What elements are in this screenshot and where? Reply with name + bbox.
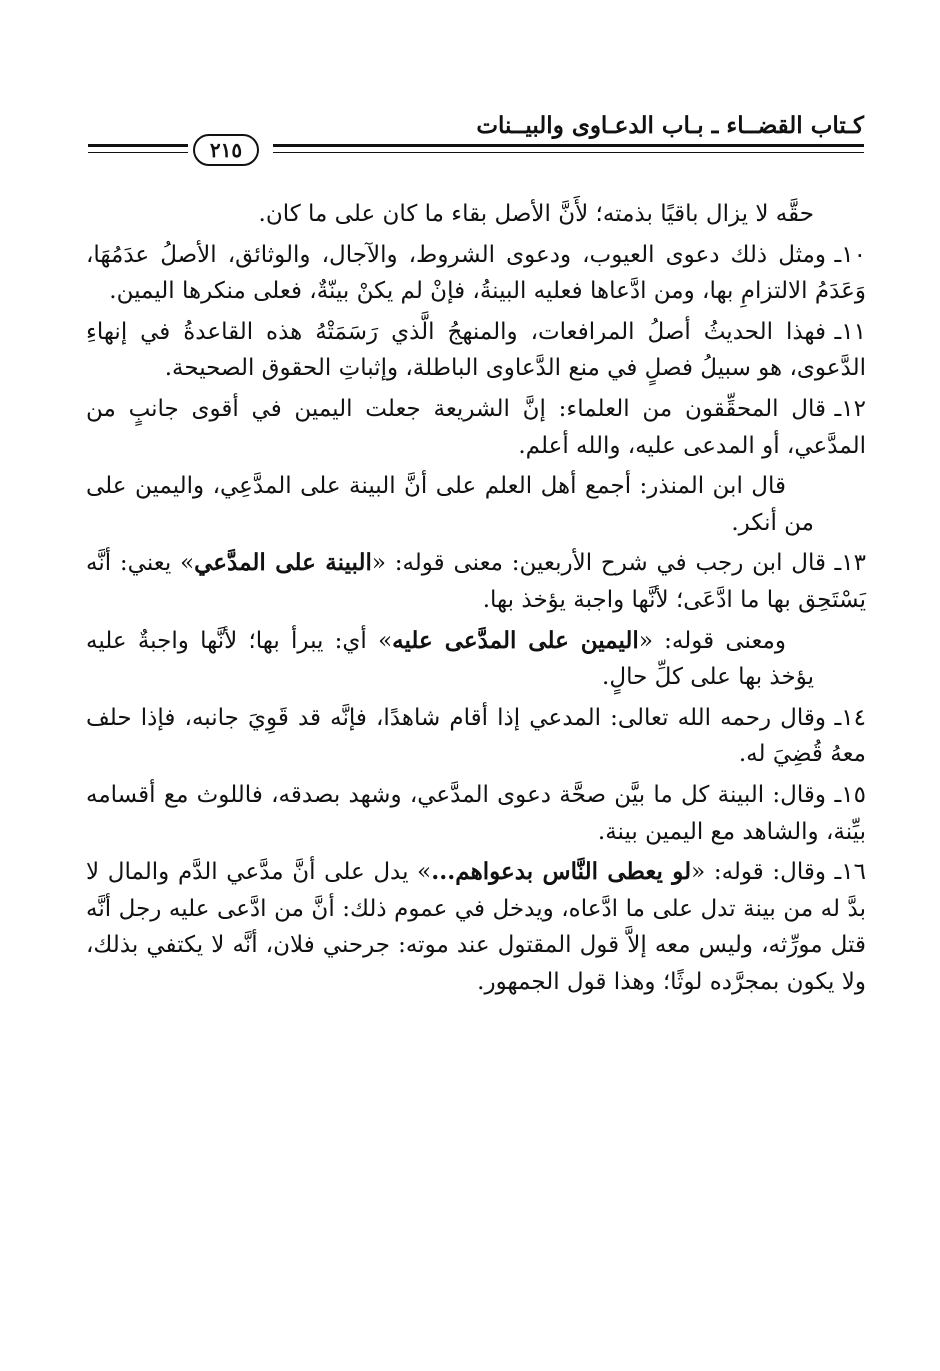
- header-rule-left-thin: [88, 152, 188, 153]
- item-number: ١٦ـ: [834, 859, 867, 886]
- item-number: ١٤ـ: [834, 704, 866, 731]
- header-title: كـتاب القضــاء ـ بـاب الدعـاوى والبيــنات: [476, 112, 864, 139]
- page-body: [86, 196, 866, 1000]
- paragraph-13: ١٣ـقال ابن رجب في شرح الأربعين: معنى قوله: «البينة على المدَّعي» يعني: أنَّه يَسْتَحِق بها ما ادَّعَى؛ لأنَّها واجبة يؤخذ بها.: [86, 545, 866, 618]
- paragraph-10: ١٠ـومثل ذلك دعوى العيوب، ودعوى الشروط، والآجال، والوثائق، الأصلُ عدَمُهَا، وَعَدَمُ الالتزامِ بها، ومن ادَّعاها فعليه البينةُ، فإنْ لم يكنْ بينّةٌ، فعلى منكرها اليمين.: [86, 237, 866, 310]
- paragraph-12-quote: قال ابن المنذر: أجمع أهل العلم على أنَّ البينة على المدَّعِي، واليمين على من أنكر.: [86, 473, 814, 536]
- paragraph-14: ١٤ـوقال رحمه الله تعالى: المدعي إذا أقام شاهدًا، فإنَّه قد قَوِيَ جانبه، فإذا حلف معهُ قُضِيَ له.: [86, 700, 866, 773]
- item-number: ١٢ـ: [834, 395, 866, 422]
- paragraph-13-continued: ومعنى قوله: «اليمين على المدَّعى عليه» أي: يبرأ بها؛ لأنَّها واجبةٌ عليه يؤخذ بها على كلِّ حالٍ.: [86, 626, 814, 691]
- paragraph-12: ١٢ـقال المحقِّقون من العلماء: إنَّ الشريعة جعلت اليمين في أقوى جانبٍ من المدَّعي، أو المدعى عليه، والله أعلم.: [86, 391, 866, 464]
- hadith-quote: البينة على المدَّعي: [194, 549, 372, 577]
- page-number: ٢١٥: [193, 134, 259, 166]
- item-number: ١١ـ: [834, 318, 866, 345]
- running-header: [88, 100, 864, 170]
- paragraph-continuation: حقَّه لا يزال باقيًا بذمته؛ لأَنَّ الأصل بقاء ما كان على ما كان.: [258, 201, 814, 227]
- item-number: ١٥ـ: [834, 781, 866, 808]
- header-rule-left-thick: [88, 144, 188, 147]
- paragraph-16: ١٦ـوقال: قوله: «لو يعطى النَّاس بدعواهم...» يدل على أنَّ مدَّعي الدَّم والمال لا بدَّ له من بينة تدل على ما ادَّعاه، ويدخل في عموم ذلك: أنَّ من ادَّعى عليه رجل أنَّه قتل مورِّثه، وليس معه إلاَّ قول المقتول عند موته: جرحني فلان، أنَّه لا يكتفي بذلك، ولا يكون بمجرَّده لوثًا؛ وهذا قول الجمهور.: [86, 854, 866, 1000]
- hadith-quote: لو يعطى النَّاس بدعواهم...: [431, 858, 692, 886]
- hadith-quote: اليمين على المدَّعى عليه: [392, 626, 639, 654]
- header-rule-right-thick: [273, 144, 864, 147]
- header-rule-right-thin: [273, 152, 864, 153]
- paragraph-11: ١١ـفهذا الحديثُ أصلُ المرافعات، والمنهجُ الَّذي رَسَمَتْهُ هذه القاعدةُ في إنهاءِ الدَّعوى، هو سبيلُ فصلٍ في منع الدَّعاوى الباطلة، وإثباتِ الحقوق الصحيحة.: [86, 314, 866, 387]
- item-number: ١٠ـ: [834, 241, 866, 268]
- paragraph-15: ١٥ـوقال: البينة كل ما بيَّن صحَّة دعوى المدَّعي، وشهد بصدقه، فاللوث مع أقسامه بيِّنة، والشاهد مع اليمين بينة.: [86, 777, 866, 850]
- item-number: ١٣ـ: [834, 550, 866, 577]
